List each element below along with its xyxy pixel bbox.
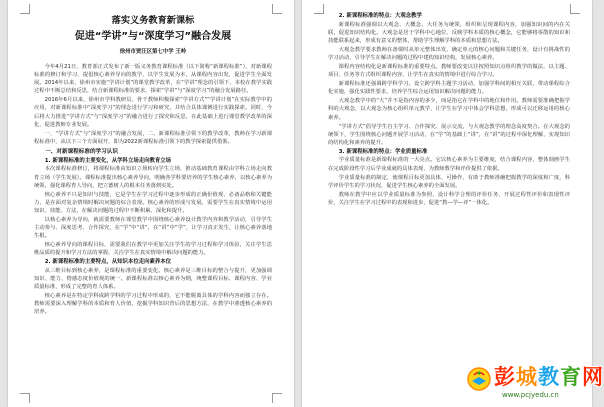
intro-paragraph: 2016年6月以来，徐州市学科教研员、骨干教师积极探索“学讲方式”“学讲计划”在实际教学中的应用，对新课程标准中“深度学习”的理念进行学习和研究，并结合具体课例进行实践探索。同时，今后将大力推进“学讲方式”与“深度学习”的融合进行了探究和反思，在此基础上进行课堂教学改革的深化，促进教师专业发展。 <box>34 97 272 128</box>
body-paragraph: 学业质量标准是新课程标准的一大亮点。它以核心素养为主要维度，结合课程内容，整体刻画学生在完成阶段性学习后学业成就的具体表现，为教师教学和评价提供了依据。 <box>328 157 570 172</box>
left-page-content <box>34 14 272 318</box>
site-watermark-logo <box>466 364 604 404</box>
document-subtitle: 促进“学讲”与“深度学习”融合发展 <box>74 31 232 42</box>
crop-mark <box>314 4 324 14</box>
section-heading: 一、对新课程标准的学习认识 <box>45 148 118 155</box>
body-paragraph: 新课程标准强调以大观念、大概念、大任务为统领，组织和呈现课程内容，加强知识间的内在关联，促进知识结构化。大观念是居于学科中心地位、反映学科本质的核心概念，它能够将零散的知识和技能联系起来，形成有意义的整体，帮助学生理解学科的本质和思想方法。 <box>328 21 570 44</box>
body-paragraph: “学讲方式”倡导学生自主学习、合作探究、展示交流，与大观念教学的理念高度契合。在大观念的统领下，学生围绕核心问题开展学习活动，在“学”的基础上“讲”，在“讲”的过程中深化理解，实现知识的结构化和素养的提升。 <box>328 123 570 146</box>
subsection-heading: 2. 新课程标准的特点：大观念教学 <box>338 13 422 19</box>
site-name <box>494 364 604 391</box>
body-paragraph: 课程内容结构化是新课程标准的重要特点。教师要改变以往按照知识点组织教学的做法，以主题、项目、任务等方式组织课程内容，让学生在真实的情境中进行综合学习。 <box>328 63 570 79</box>
body-paragraph: 教师在教学中应以学业质量标准为参照，设计科学合理的评价任务，开展过程性评价和表现性评价，关注学生在学习过程中的表现和进步，促进“教—学—评”一体化。 <box>328 191 570 206</box>
document-title: 落实义务教育新课标 <box>111 15 195 26</box>
body-paragraph: 大观念教学中的“大”并不是指内容的多少，而是指它在学科中的地位和作用。教师需要准确把握学科的大观念，以大观念为核心组织单元教学，让学生在学习中体会学科思想，形成可以迁移运用的核心素养。 <box>328 98 570 121</box>
crop-mark <box>20 393 30 403</box>
document-page-right <box>302 0 592 407</box>
body-paragraph: 大观念教学要求教师在备课时从单元整体出发，确定单元的核心问题和关键任务，设计有挑战性的学习活动，引导学生在解决问题的过程中建构知识结构，发展核心素养。 <box>328 46 570 61</box>
crop-mark <box>570 4 580 14</box>
body-paragraph: 以核心素养为导向，就需要教师在课堂教学中围绕核心素养设计教学内容和教学活动，引导学生主动参与、深度思考、合作探究，在“学”中“讲”，在“讲”中“学”，让学习真正发生，让核心素养落地生根。 <box>34 217 272 240</box>
body-paragraph: 核心素养不只是知识与技能，它是学生在学习过程中逐步形成的正确价值观、必备品格和关键能力，是在面对复杂情境时解决问题的综合表现。核心素养的形成与发展，需要学生在真实情境中运用知识、技能、方法，在解决问题的过程中不断积累、深化和提升。 <box>34 191 272 214</box>
book-globe-icon <box>466 366 492 392</box>
document-page-left <box>8 0 294 407</box>
site-name-text: 彭城教育网 <box>494 365 604 389</box>
crop-mark <box>20 4 30 14</box>
document-author: 徐州市贾汪区第七中学 王岭 <box>119 49 187 55</box>
body-paragraph: 本次课程标准修订，将课程标准由知识立场转向学生立场，推动基础教育课程由学科立场走向教育立场（学生发展）。课程标准提出核心素养导向，明确各学科要培养的学生核心素养，以核心素养为统领，强化课程育人导向，把立德树人的根本任务落到实处。 <box>34 166 272 189</box>
subsection-heading: 1. 新课程标准的主要变化，从学科立场走向教育立场 <box>44 157 172 164</box>
body-paragraph: 核心素养是在特定学科或跨学科的学习过程中形成的，它不能脱离具体的学科内容而独立存在。教师需要深入理解学科的本质和育人价值，挖掘学科知识背后的思想方法，在教学中渗透核心素养的培养。 <box>34 293 272 316</box>
subsection-heading: 3. 新课程标准的特点：学业质量标准 <box>338 148 428 155</box>
right-page-content <box>328 12 570 208</box>
body-paragraph: 学业质量标准的制定，使课程目标更加具体、可操作，有助于教师准确把握教学的深度和广度，科学评价学生的学习状况，促进学生核心素养的全面发展。 <box>328 174 570 189</box>
crop-mark <box>272 4 282 14</box>
body-paragraph: 核心素养导向的课程目标，需要我们在教学中更加关注学生的学习过程和学习体验，关注学生思维品质的提升和学习方法的掌握，关注学生在真实情境中解决问题的能力。 <box>34 242 272 257</box>
subsection-heading: 2. 新课程标准的主要特点，从知识本位走向素养本位 <box>44 259 172 266</box>
intro-paragraph: 今年4月21日，教育部正式发布了新一版义务教育课程标准（以下简称“新课程标准”），对新课程标准的修订和学习，提倡核心素养导向的教学，以学生发展为本，从课程内容出发，促进学生全面发展。2014年以来，徐州市实施“学讲计划”的课堂教学改革，在“学讲”理念的引领下，本校在教学实践过程中不断总结和反思，结合新课程标准的要求，探索“学讲”与“深度学习”的融合发展路径。 <box>34 64 272 95</box>
body-paragraph: 从三维目标到核心素养，是课程标准的重要变化。核心素养是三维目标的整合与提升，更加强调知识、能力、情感态度价值观的统一。新课程标准以核心素养为纲，统整课程目标、课程内容、学业质量标准，形成了完整的育人体系。 <box>34 267 272 291</box>
site-url: www.pcjyedu.cn <box>502 391 559 399</box>
intro-paragraph: 一、“学讲方式”与“深度学习”的融合发展，二、新课程标准引领下的教学改革，教师在学习新课程标准中，从以下三个方面展开，即为2022新课程标准引领下的教学探索提供借鉴。 <box>34 130 272 145</box>
body-paragraph: 新课程标准还强调跨学科学习，设立跨学科主题学习活动，加强学科间的相互关联，带动课程综合化实施，强化实践性要求，培养学生综合运用知识解决问题的能力。 <box>328 81 570 96</box>
crop-mark <box>272 393 282 403</box>
